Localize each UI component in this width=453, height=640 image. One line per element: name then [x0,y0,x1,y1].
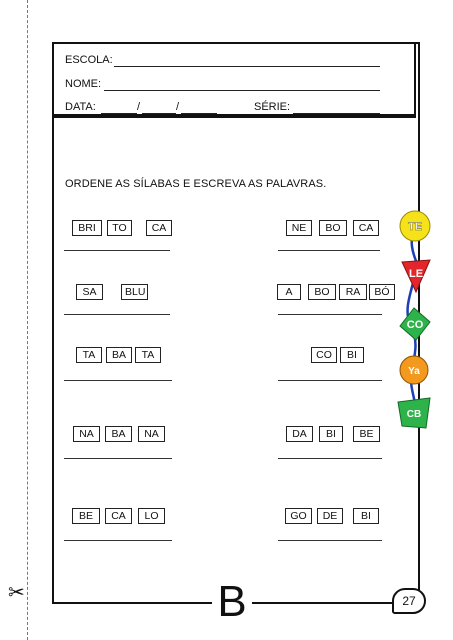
syllable-box: BO [319,220,347,236]
syllable-box: NE [286,220,312,236]
answer-line[interactable] [278,458,382,459]
syllable-box: RA [339,284,367,300]
syllable-box: CA [105,508,132,524]
grade-label: SÉRIE: [254,101,291,113]
syllable-box: BRI [72,220,102,236]
answer-line[interactable] [278,250,380,251]
syllable-box: CA [146,220,172,236]
syllable-box: GO [285,508,312,524]
syllable-box: TA [135,347,161,363]
answer-line[interactable] [278,314,382,315]
syllable-box: NA [73,426,100,442]
syllable-box: DA [286,426,313,442]
syllable-box: TO [107,220,132,236]
date-label: DATA: [65,101,96,113]
syllable-box: BO [308,284,336,300]
answer-line[interactable] [64,380,172,381]
page-number: 27 [392,588,426,614]
badge-label: Ya [408,366,420,377]
frame-bottom-left [52,602,212,604]
syllable-box: CO [311,347,337,363]
school-label: ESCOLA: [65,54,113,66]
answer-line[interactable] [64,250,170,251]
date-month-field[interactable] [142,113,176,114]
syllable-box: BE [72,508,100,524]
syllable-box: TA [76,347,102,363]
cut-line [27,0,28,640]
syllable-box: NA [138,426,165,442]
answer-line[interactable] [278,540,382,541]
syllable-box: BI [319,426,343,442]
answer-line[interactable] [64,314,170,315]
syllable-box: BI [340,347,364,363]
date-day-field[interactable] [101,113,137,114]
answer-line[interactable] [64,540,172,541]
syllable-box: BE [353,426,380,442]
scissors-icon: ✂ [8,582,25,604]
syllable-box: A [277,284,301,300]
answer-line[interactable] [64,458,172,459]
syllable-box: CA [353,220,379,236]
syllable-box: BA [106,347,132,363]
syllable-box: BÓ [369,284,395,300]
syllable-box: SA [76,284,103,300]
syllable-box: LO [138,508,165,524]
date-separator: / [137,101,141,113]
grade-field[interactable] [293,113,380,114]
date-year-field[interactable] [181,113,217,114]
badge-label: CB [406,409,422,420]
syllable-box: DE [317,508,343,524]
syllable-box: BI [353,508,379,524]
name-label: NOME: [65,78,102,90]
instruction-text: ORDENE AS SÍLABAS E ESCREVA AS PALAVRAS. [65,178,327,190]
answer-line[interactable] [278,380,382,381]
side-badges-illustration [388,200,440,445]
frame-bottom-right [252,602,392,604]
name-field[interactable] [104,90,380,91]
date-separator: / [176,101,180,113]
badge-label: TE [407,221,423,233]
section-letter: B [217,577,247,626]
badge-label: LE [408,268,424,280]
badge-label: CO [406,319,424,331]
school-field[interactable] [114,66,380,67]
syllable-box: BA [105,426,132,442]
syllable-box: BLU [121,284,148,300]
